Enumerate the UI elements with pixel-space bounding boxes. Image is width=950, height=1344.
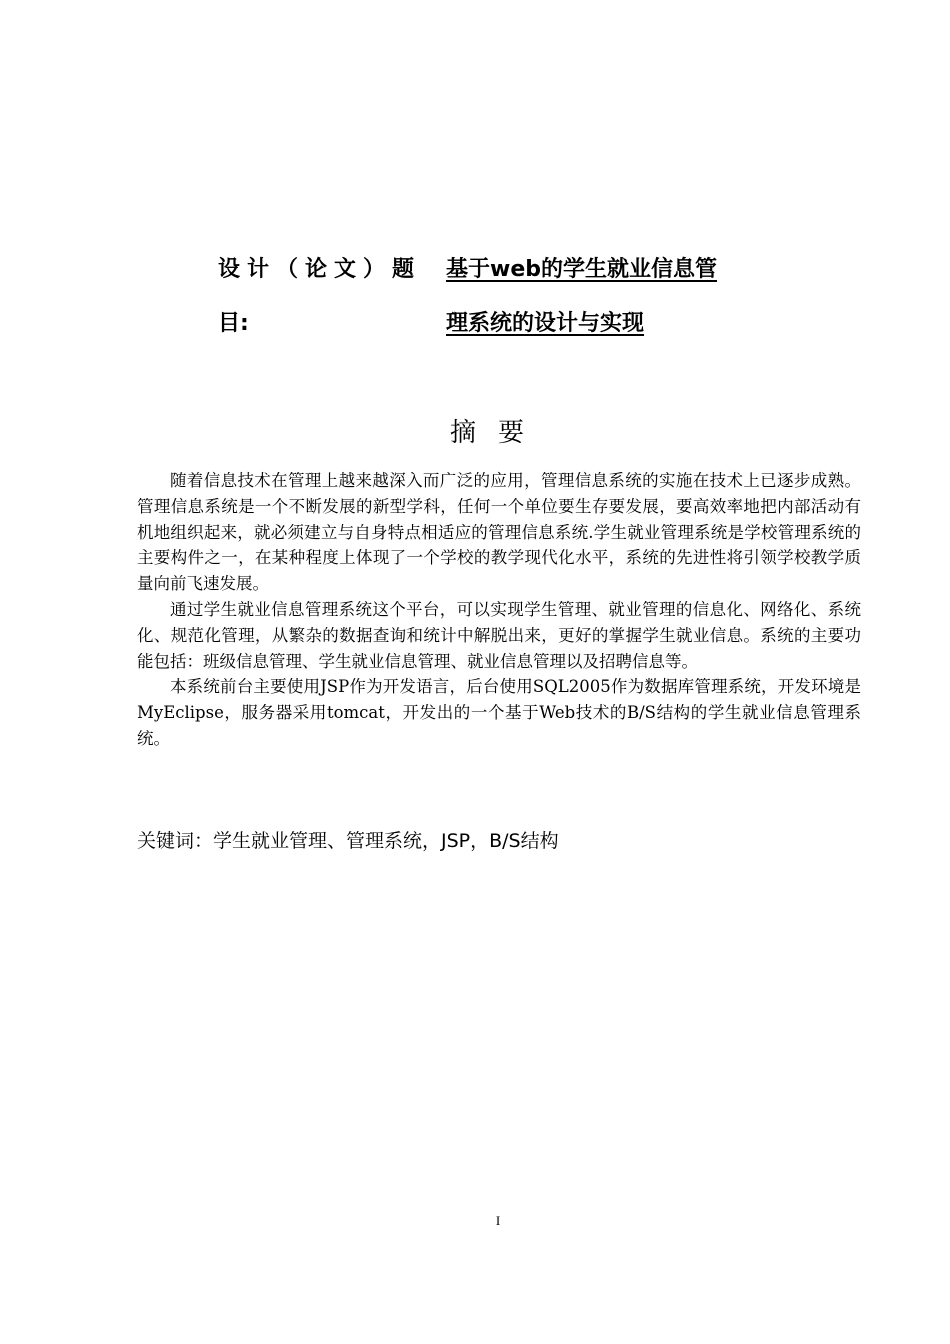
thesis-title-value-line1: 基于web的学生就业信息管: [446, 257, 717, 282]
keywords-line: 关键词：学生就业管理、管理系统，JSP，B/S结构: [137, 830, 559, 852]
abstract-paragraph: 本系统前台主要使用JSP作为开发语言，后台使用SQL2005作为数据库管理系统，开发环境是MyEclipse，服务器采用tomcat，开发出的一个基于Web技术的B/S结构的学生就业信息管理系统。: [137, 677, 861, 748]
thesis-title-value-line2: 理系统的设计与实现: [446, 311, 645, 336]
abstract-heading: 摘要: [449, 418, 546, 448]
page-number: I: [495, 1213, 501, 1228]
abstract-body: [137, 468, 861, 752]
thesis-title-label-line1: 设计（论文）题: [218, 257, 422, 282]
abstract-paragraph: 随着信息技术在管理上越来越深入而广泛的应用，管理信息系统的实施在技术上已逐步成熟。管理信息系统是一个不断发展的新型学科，任何一个单位要生存要发展，要高效率地把内部活动有机地组织起来，就必须建立与自身特点相适应的管理信息系统.学生就业管理系统是学校管理系统的主要构件之一，在某种程度上体现了一个学校的教学现代化水平，系统的先进性将引领学校教学质量向前飞速发展。: [137, 471, 861, 594]
abstract-paragraph: 通过学生就业信息管理系统这个平台，可以实现学生管理、就业管理的信息化、网络化、系统化、规范化管理，从繁杂的数据查询和统计中解脱出来，更好的掌握学生就业信息。系统的主要功能包括：班级信息管理、学生就业信息管理、就业信息管理以及招聘信息等。: [137, 599, 861, 671]
thesis-title-label-line2: 目:: [218, 311, 249, 336]
